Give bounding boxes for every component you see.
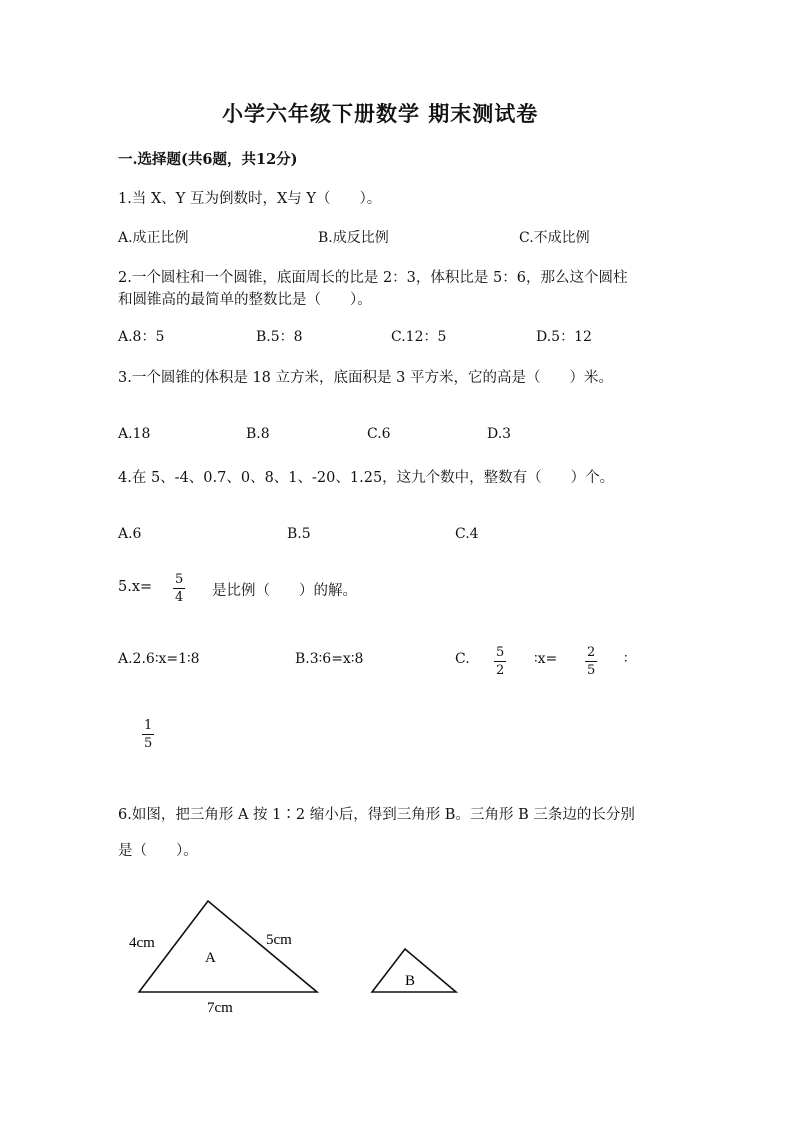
question-2-option-b[interactable]: B.5：8: [256, 329, 303, 345]
question-5-option-c-prefix[interactable]: C.: [455, 651, 470, 667]
triangle-a-label: A: [205, 950, 216, 966]
question-2-option-c[interactable]: C.12：5: [391, 329, 447, 345]
question-4-option-c[interactable]: C.4: [455, 526, 479, 542]
fraction-denominator: 5: [144, 736, 153, 751]
side-bottom-label: 7cm: [207, 1000, 233, 1016]
question-3-stem: 3.一个圆锥的体积是 18 立方米，底面积是 3 平方米，它的高是（ ）米。: [118, 370, 613, 386]
question-2-option-d[interactable]: D.5：12: [536, 329, 592, 345]
page-title: 小学六年级下册数学 期末测试卷: [222, 101, 539, 126]
question-5-option-b[interactable]: B.3∶6=x∶8: [295, 651, 364, 667]
side-left-label: 4cm: [129, 935, 155, 951]
question-6-stem-line-1: 6.如图，把三角形 A 按 1∶2 缩小后，得到三角形 B。三角形 B 三条边的长分别: [118, 807, 635, 823]
fraction-denominator: 5: [587, 663, 596, 678]
question-4-stem: 4.在 5、-4、0.7、0、8、1、-20、1.25，这九个数中，整数有（ ）个。: [118, 470, 615, 486]
triangle-b-label: B: [405, 973, 416, 989]
question-6-stem-line-2: 是（ ）。: [118, 843, 198, 859]
question-2-stem-line-1: 2.一个圆柱和一个圆锥，底面周长的比是 2：3，体积比是 5：6，那么这个圆柱: [118, 270, 628, 286]
question-5-stem-suffix: 是比例（ ）的解。: [212, 583, 357, 599]
question-3-option-b[interactable]: B.8: [246, 426, 270, 442]
fraction-numerator: 1: [144, 718, 153, 733]
question-1-option-c[interactable]: C.不成比例: [519, 230, 590, 246]
fraction-denominator: 2: [496, 663, 505, 678]
question-4-option-a[interactable]: A.6: [118, 526, 142, 542]
side-right-label: 5cm: [266, 932, 292, 948]
fraction-denominator: 4: [175, 590, 184, 605]
question-1-stem: 1.当 X、Y 互为倒数时，X与 Y（ ）。: [118, 191, 382, 207]
question-5-option-a[interactable]: A.2.6∶x=1∶8: [118, 651, 200, 667]
question-2-option-a[interactable]: A.8：5: [118, 329, 165, 345]
question-3-option-c[interactable]: C.6: [367, 426, 391, 442]
section-heading: 一.选择题(共6题，共12分): [118, 151, 298, 168]
question-1-option-b[interactable]: B.成反比例: [318, 230, 389, 246]
question-2-stem-line-2: 和圆锥高的最简单的整数比是（ ）。: [118, 292, 372, 308]
question-1-option-a[interactable]: A.成正比例: [118, 230, 189, 246]
fraction-numerator: 2: [587, 645, 596, 660]
fraction-numerator: 5: [496, 645, 505, 660]
question-5-stem-prefix: 5.x=: [118, 579, 153, 595]
question-5-option-c-colon: ∶: [624, 651, 628, 667]
fraction-numerator: 5: [175, 572, 184, 587]
question-5-option-c-mid: ∶x=: [534, 651, 558, 667]
question-3-option-d[interactable]: D.3: [487, 426, 512, 442]
question-3-option-a[interactable]: A.18: [118, 426, 151, 442]
question-4-option-b[interactable]: B.5: [287, 526, 311, 542]
